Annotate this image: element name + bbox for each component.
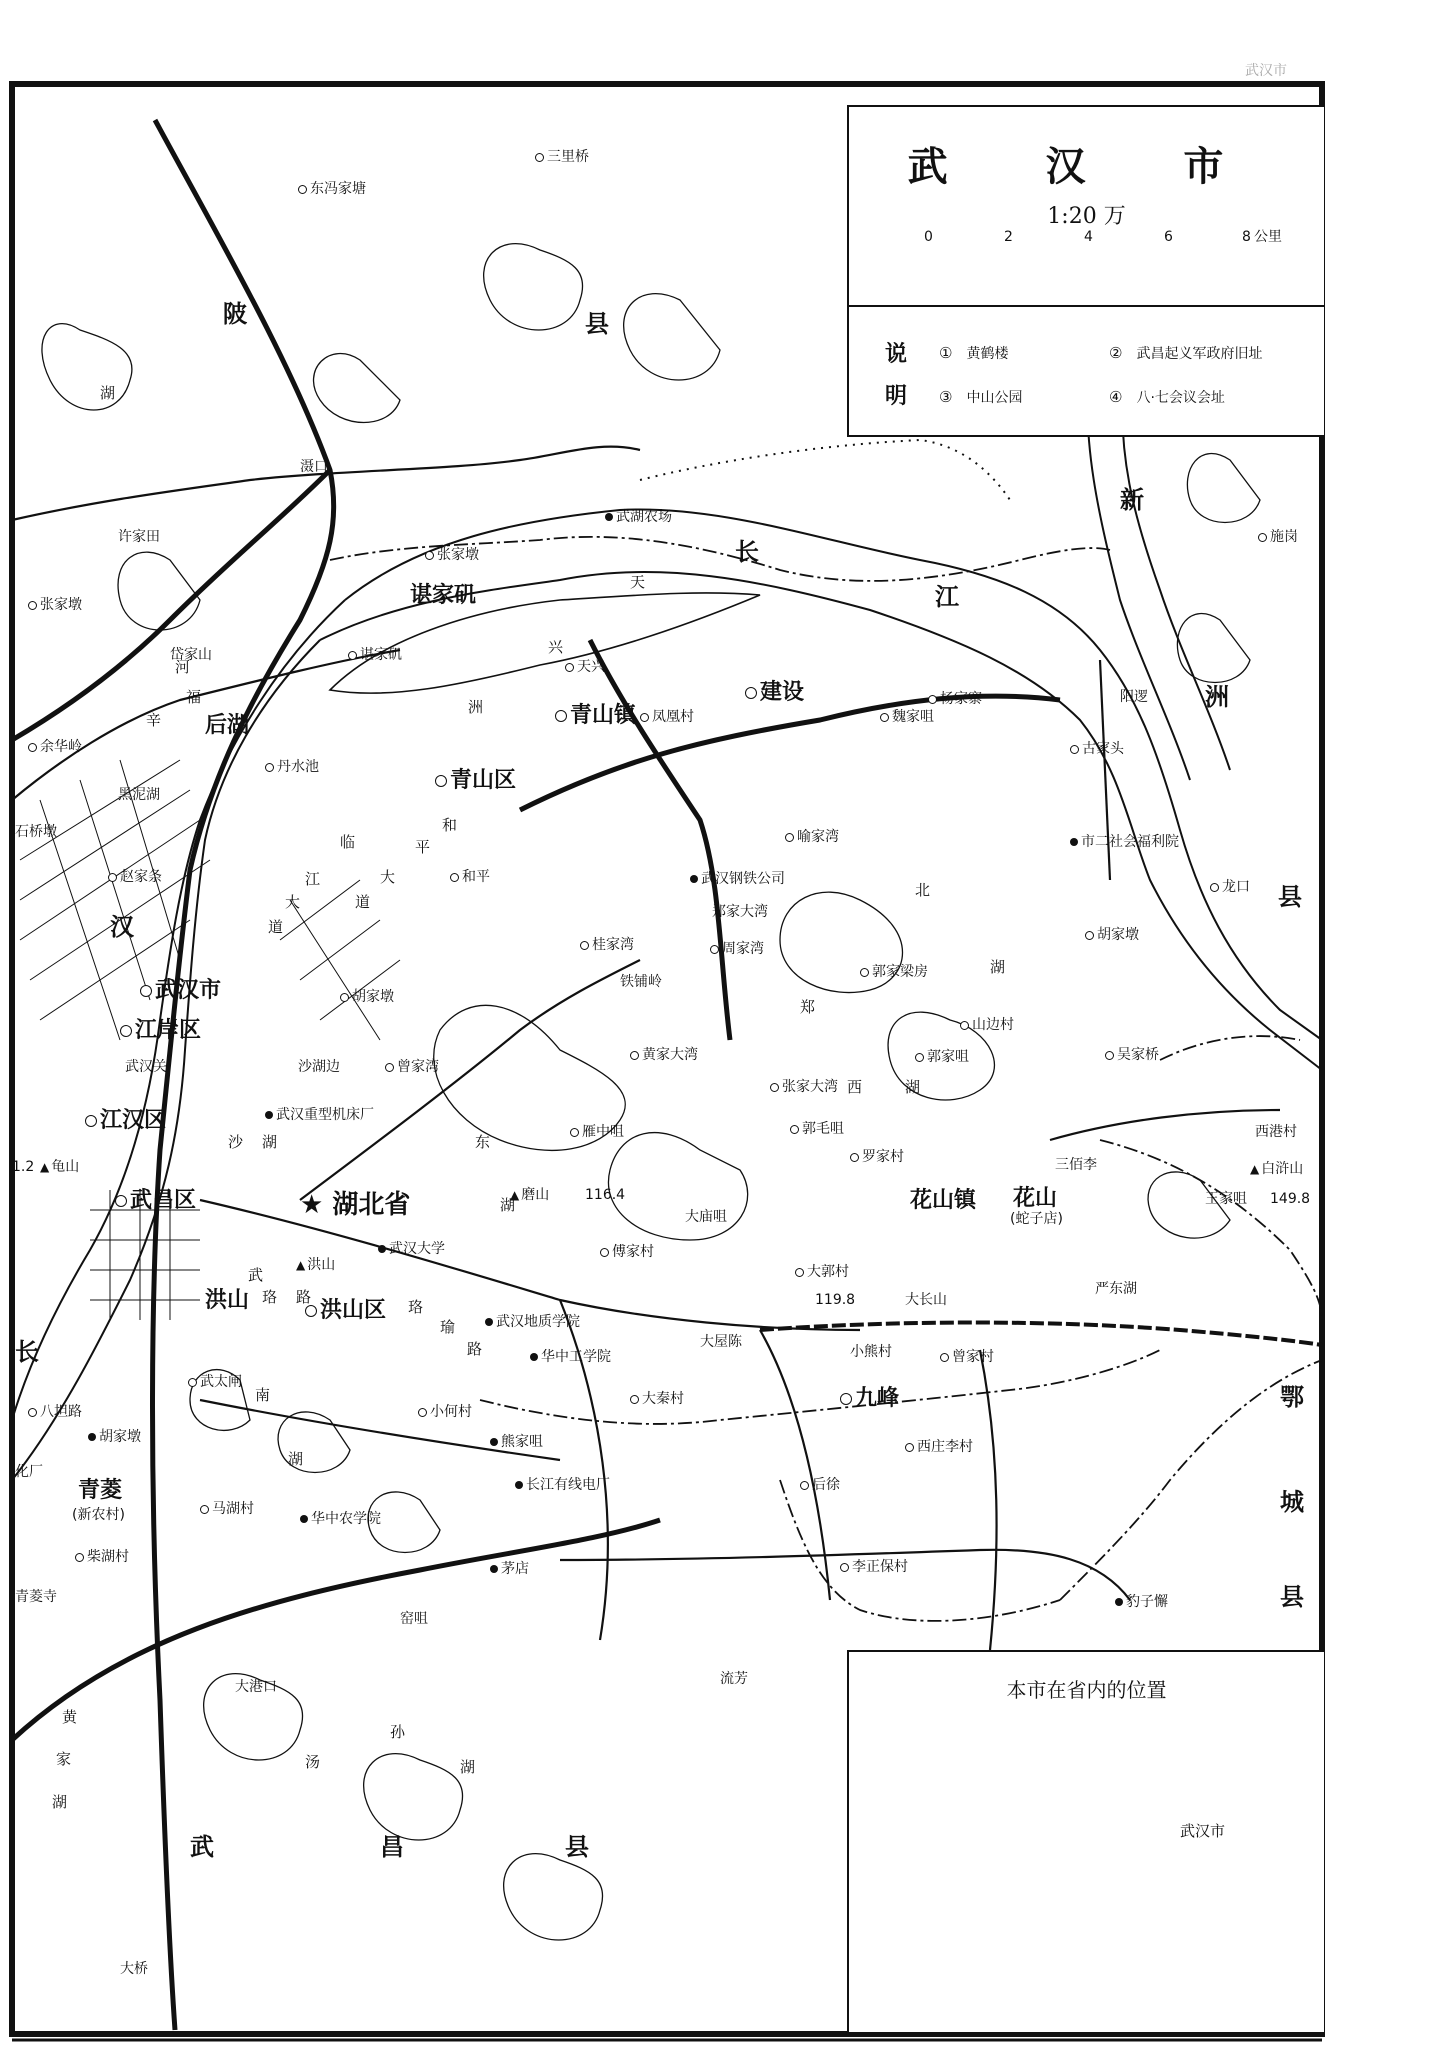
road-label: 道 [268,918,286,936]
water-label: 东 [475,1133,493,1151]
water-label: 湖 [460,1758,478,1776]
admin-label: 武 [190,1833,214,1861]
place-label: 赵家条 [108,870,162,884]
place-label: (蛇子店) [1010,1211,1063,1227]
place-label: 大庙咀 [685,1209,727,1225]
water-label: 河 [175,658,193,676]
district-label: 花山镇 [910,1188,977,1213]
place-label: 张家大湾 [770,1080,838,1094]
place-label: 曾家湾 [385,1060,439,1074]
legend-item [1109,387,1225,407]
place-label: (新农村) [72,1507,125,1523]
place-label: 胡家墩 [88,1430,141,1444]
yangtze-south-bank [320,572,1322,1070]
water-label: 湖 [905,1078,923,1096]
road-label: 珞 [408,1298,426,1316]
road-label: 武 [248,1266,266,1284]
legend-block [847,305,1324,437]
place-label: 胡家墩 [340,990,394,1004]
legend-number: ④ [1109,388,1123,406]
district-label: 洪山 [205,1288,250,1313]
title-block [847,105,1324,309]
place-label: ▲ 洪山 [296,1258,335,1272]
place-label: 魏家咀 [880,710,934,724]
place-label: 山边村 [960,1018,1014,1032]
place-label: 雁中咀 [570,1125,624,1139]
road-label: 道 [355,893,373,911]
scale-tick-2: 2 [1004,229,1013,245]
place-label: 丹水池 [265,760,319,774]
admin-label: 县 [585,310,609,338]
place-label: ▲ 磨山 [510,1188,549,1202]
place-label: 市二社会福利院 [1070,835,1179,849]
legend-heading-bottom: 明 [885,384,908,409]
place-label: 铁铺岭 [620,974,662,990]
place-label: 谌家矶 [348,648,402,662]
admin-label: 县 [565,1833,589,1861]
place-label: 滠口 [300,459,328,475]
water-label: 湖 [52,1793,70,1811]
place-label: 柴湖村 [75,1550,129,1564]
place-label: 天兴 [565,660,605,674]
district-label: 青山镇 [555,705,636,727]
admin-label: 县 [1278,883,1302,911]
place-label: 郭毛咀 [790,1122,844,1136]
place-label: 大郭村 [795,1265,849,1279]
place-label: 大秦村 [630,1392,684,1406]
road-label: 大 [380,868,398,886]
district-label: 江岸区 [120,1020,201,1042]
place-label: 阳逻 [1120,689,1148,705]
place-label: 武湖农场 [605,510,672,524]
water-label: 湖 [262,1133,280,1151]
water-label: 严东湖 [1095,1281,1137,1297]
page-mark: 武汉市 [1245,63,1287,79]
scale-unit: 公里 [1254,229,1282,245]
water-label: 长 [735,538,759,566]
scale-tick-4: 4 [1084,229,1093,245]
legend-item [1109,343,1262,363]
legend-label: 八·七会议会址 [1136,390,1225,406]
place-label: 武太闸 [188,1375,242,1389]
place-label: 武汉关 [125,1059,167,1075]
place-label: 华中工学院 [530,1350,611,1364]
elevation-label: 149.8 [1270,1191,1311,1207]
legend-label: 武昌起义军政府旧址 [1136,346,1263,362]
admin-label: 城 [1280,1488,1304,1516]
place-label: 杨家寨 [928,692,982,706]
place-label: 三里桥 [535,150,589,164]
place-label: 黑泥湖 [118,787,160,803]
place-label: 郭家梁房 [860,965,928,979]
admin-label: 洲 [1205,683,1229,711]
place-label: 流芳 [720,1671,748,1687]
water-label: 湖 [288,1450,306,1468]
water-label: 江 [935,583,959,611]
water-label: 北 [915,881,933,899]
place-label: 胡家墩 [1085,928,1139,942]
water-label: 辛 [146,711,164,729]
district-label: 青菱 [78,1478,123,1503]
place-label: 大港口 [235,1679,277,1695]
water-label: 南 [255,1386,273,1404]
tianxing-island [330,593,760,693]
place-label: 许家田 [118,529,160,545]
admin-label: 鄂 [1280,1383,1304,1411]
water-label: 湖 [500,1196,518,1214]
inset-city-label: 武汉市 [1180,1822,1226,1840]
admin-label: 昌 [380,1833,404,1861]
place-label: 郑家大湾 [712,904,768,920]
place-label: 大长山 [905,1292,947,1308]
district-label: 武昌区 [115,1190,196,1212]
district-label: 江汉区 [85,1110,166,1132]
place-label: 三佰李 [1055,1157,1097,1173]
legend-number: ① [939,344,953,362]
place-label: 凤凰村 [640,710,694,724]
place-label: 石桥墩 [15,824,57,840]
water-label: 汤 [305,1753,323,1771]
scale-ratio: 1:20 万 [1047,204,1126,229]
water-label: 天 [630,573,648,591]
water-label: 沙 [228,1133,246,1151]
place-label: 化厂 [15,1464,43,1480]
water-label: 西 [847,1078,865,1096]
place-label: 桂家湾 [580,938,634,952]
water-label: 孙 [390,1723,408,1741]
road-label: 和 [442,816,460,834]
water-label: 福 [186,688,204,706]
admin-label: 陂 [223,300,247,328]
place-label: 窑咀 [400,1611,428,1627]
legend-heading-top: 说 [885,342,908,367]
place-label: 青菱寺 [15,1589,57,1605]
road-label: 路 [467,1340,485,1358]
district-label: 洪山区 [305,1300,386,1322]
water-label: 黄 [62,1708,80,1726]
place-label: 后湖 [205,713,250,738]
road-label: 临 [340,833,358,851]
road-label: 大 [285,893,303,911]
elevation-label: 116.4 [585,1187,626,1203]
admin-label: 新 [1120,486,1144,514]
road-label: 路 [296,1288,314,1306]
place-label: 马湖村 [200,1502,254,1516]
place-label: 熊家咀 [490,1435,543,1449]
capital-name: 湖北省 [332,1190,411,1220]
capital-label [300,1192,410,1218]
place-label: 长江有线电厂 [515,1478,610,1492]
water-label: 家 [56,1750,74,1768]
district-label: 青山区 [435,770,516,792]
place-label: 大桥 [120,1961,148,1977]
railway-north-hatched [640,440,1010,500]
district-label: 谌家矶 [410,583,477,608]
inset-map [847,1650,1324,2034]
star-icon: ★ [300,1190,324,1220]
legend-number: ② [1109,344,1123,362]
place-label: 武汉大学 [378,1242,445,1256]
place-label: 小何村 [418,1405,472,1419]
place-label: 沙湖边 [298,1059,340,1075]
place-label: 周家湾 [710,942,764,956]
legend-label: 黄鹤楼 [966,346,1009,362]
place-label: 茅店 [490,1562,529,1576]
place-label: 武汉钢铁公司 [690,872,785,886]
admin-label: 县 [1280,1583,1304,1611]
place-label: 黄家大湾 [630,1048,698,1062]
district-label: 九峰 [840,1388,899,1410]
place-label: 傅家村 [600,1245,654,1259]
water-label: 长 [15,1338,39,1366]
place-label: 西港村 [1255,1124,1297,1140]
place-label: 张家墩 [425,548,479,562]
place-label: ▲ 白浒山 [1250,1162,1303,1176]
place-label: 吴家桥 [1105,1048,1159,1062]
district-label: 武汉市 [140,980,221,1002]
place-label: 古家头 [1070,742,1124,756]
place-label: 岱家山 [170,647,212,663]
road-label: 珞 [262,1288,280,1306]
place-label: 武汉重型机床厂 [265,1108,374,1122]
place-label: 东冯家塘 [298,182,366,196]
inset-title: 本市在省内的位置 [1006,1678,1167,1702]
elevation-label: 119.8 [815,1292,856,1308]
legend-label: 中山公园 [966,390,1023,406]
railway-east [760,1323,1322,1346]
place-label: 花山 [1013,1186,1058,1211]
place-label: 李正保村 [840,1560,908,1574]
legend-item [939,343,1008,363]
place-label: 武汉地质学院 [485,1315,580,1329]
place-label: 小熊村 [850,1344,892,1360]
scale-bar-labels [924,229,1282,282]
place-label: 曾家村 [940,1350,994,1364]
place-label: 大屋陈 [700,1334,742,1350]
place-label: 华中农学院 [300,1512,381,1526]
elevation-label: 1.2 [12,1159,35,1175]
place-label: 郭家咀 [915,1050,969,1064]
place-label: 罗家村 [850,1150,904,1164]
legend-item [939,387,1022,407]
place-label: 和平 [450,870,490,884]
water-label: 洲 [468,698,486,716]
place-label: 八坦路 [28,1405,82,1419]
place-label: 后徐 [800,1478,840,1492]
water-label: 兴 [548,638,566,656]
place-label: 龙口 [1210,880,1250,894]
place-label: ▲ 龟山 [40,1160,79,1174]
water-label: 湖 [990,958,1008,976]
scale-tick-6: 6 [1164,229,1173,245]
water-label: 郑 [800,998,818,1016]
place-label: 施岗 [1258,530,1298,544]
road-label: 平 [415,838,433,856]
place-label: 张家墩 [28,598,82,612]
place-label: 西庄李村 [905,1440,973,1454]
water-label: 湖 [100,384,118,402]
place-label: 豹子懈 [1115,1595,1168,1609]
place-label: 余华岭 [28,740,82,754]
map-title: 武 汉 市 [907,143,1266,190]
road-label: 江 [305,870,323,888]
place-label: 喻家湾 [785,830,839,844]
road-label: 瑜 [440,1318,458,1336]
water-label: 汉 [110,913,134,941]
scale-tick-8: 8 [1242,229,1251,245]
place-label: 王家咀 [1205,1191,1247,1207]
scale-tick-0: 0 [924,229,933,245]
place-label: 建设 [745,682,804,704]
legend-number: ③ [939,388,953,406]
